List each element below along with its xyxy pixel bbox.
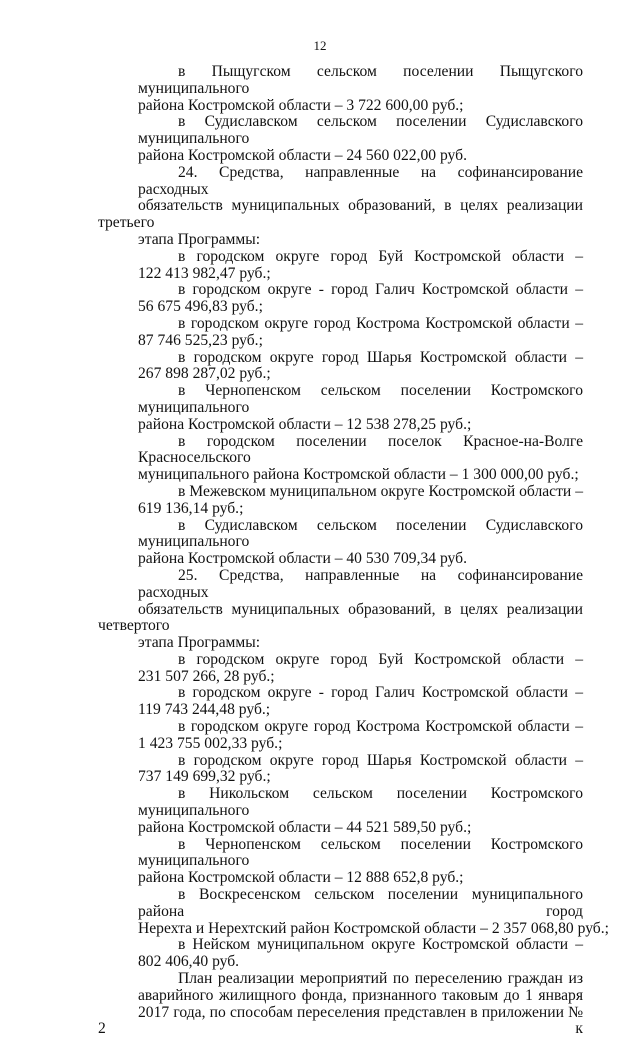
text-line: в городском округе город Буй Костромской области – [178,247,583,265]
paragraph [98,837,583,887]
text-line: в Судиславском сельском поселении Судиславского муниципального [138,113,583,148]
text-line: Нерехта и Нерехтский район Костромской области – 2 357 068,80 руб.; [138,919,609,937]
text-line: района Костромской области – 40 530 709,34 руб. [138,550,467,568]
text-line: в Чернопенском сельском поселении Костромского муниципального [138,382,583,416]
paragraph [98,282,583,316]
paragraph [98,114,583,164]
paragraph [98,568,583,652]
text-line: в городском округе - город Галич Костромской области – [178,684,583,702]
text-line: в городском округе город Шарья Костромской области – [178,751,583,769]
text-line: района Костромской области – 3 722 600,00 руб.; [138,96,464,114]
paragraph [98,937,583,971]
text-line: в Пыщугском сельском поселении Пыщугского муниципального [138,63,583,97]
text-line: План реализации мероприятий по переселению граждан из [178,970,583,988]
paragraph [98,753,583,787]
text-line: 2017 года, по способам переселения представлен в приложении № 2 к [98,1003,583,1038]
text-line: этапа Программы: [138,230,261,248]
text-line: района Костромской области – 12 888 652,8 руб.; [138,869,464,887]
paragraph [98,316,583,350]
document-body [98,63,609,1038]
text-line: 619 136,14 руб.; [138,499,244,517]
text-line: 122 413 982,47 руб.; [138,264,271,282]
paragraph [98,886,609,937]
text-line: в Воскресенском сельском поселении муниципального района город [138,886,583,920]
paragraph [98,484,583,518]
text-line: в городском поселении поселок Красное-на-Волге Красносельского [138,432,583,467]
text-line: района Костромской области – 12 538 278,25 руб.; [138,415,472,433]
text-line: в городском округе город Шарья Костромской области – [178,348,583,366]
paragraph [98,249,583,283]
text-line: 25. Средства, направленные на софинансирование расходных [138,566,583,601]
text-line: в городском округе город Кострома Костромской области – [178,314,583,332]
text-line: района Костромской области – 24 560 022,00 руб. [138,146,467,164]
paragraph [98,786,583,836]
text-line: в городском округе город Буй Костромской области – [178,650,583,668]
text-line: в Никольском сельском поселении Костромского муниципального [138,785,583,820]
text-line: 119 743 244,48 руб.; [138,701,271,719]
paragraph [98,518,583,568]
paragraph [98,350,583,384]
paragraph [98,719,583,753]
text-line: в Нейском муниципальном округе Костромской области – [178,936,583,954]
text-line: в Межевском муниципальном округе Костромской области – [178,482,583,500]
text-line: обязательств муниципальных образований, в целях реализации третьего [98,197,583,232]
paragraph [98,165,583,249]
text-line: аварийного жилищного фонда, признанного таковым до 1 января [138,986,583,1004]
paragraph [98,383,583,433]
text-line: 267 898 287,02 руб.; [138,365,271,383]
paragraph [98,971,583,1038]
paragraph [98,434,583,484]
text-line: 802 406,40 руб. [138,953,240,971]
text-line: этапа Программы: [138,634,261,652]
text-line: в городском округе город Кострома Костромской области – [178,718,583,736]
text-line: 737 149 699,32 руб.; [138,768,271,786]
paragraph [98,652,583,686]
text-line: 87 746 525,23 руб.; [138,331,263,349]
text-line: в Судиславском сельском поселении Судиславского муниципального [138,516,583,551]
text-line: района Костромской области – 44 521 589,50 руб.; [138,818,472,836]
text-line: 56 675 496,83 руб.; [138,298,263,316]
text-line: 231 507 266, 28 руб.; [138,667,275,685]
text-line: 24. Средства, направленные на софинансирование расходных [138,163,583,198]
text-line: обязательств муниципальных образований, в целях реализации четвертого [98,600,583,635]
page-number: 12 [313,38,327,53]
text-line: 1 423 755 002,33 руб.; [138,734,283,752]
text-line: в городском округе - город Галич Костромской области – [178,281,583,299]
paragraph [98,64,583,114]
paragraph [98,685,583,719]
text-line: муниципального района Костромской области – 1 300 000,00 руб.; [138,466,579,484]
text-line: в Чернопенском сельском поселении Костромского муниципального [138,835,583,870]
